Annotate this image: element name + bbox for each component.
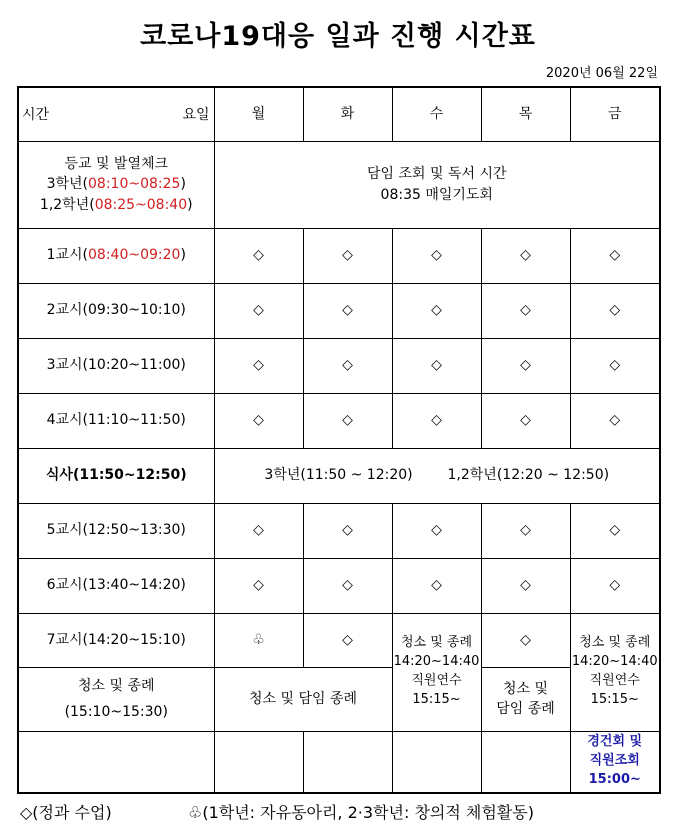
class-cell: ◇ <box>214 393 303 448</box>
class-cell: ◇ <box>392 283 481 338</box>
period-row-6 <box>18 558 660 613</box>
arrival-grade12-time: 08:25~08:40 <box>94 196 188 213</box>
class-cell: ◇ <box>303 283 392 338</box>
class-cell: ◇ <box>481 613 570 667</box>
staff-training-time: 15:15~ <box>412 691 461 707</box>
class-cell: ◇ <box>570 283 660 338</box>
lunch-label: 식사(11:50~12:50) <box>18 448 214 503</box>
class-cell: ◇ <box>570 393 660 448</box>
class-cell: ◇ <box>392 393 481 448</box>
fri-worship-meeting-cell <box>570 731 660 793</box>
club-activity-cell: ♧ <box>214 613 303 667</box>
empty-cell <box>18 731 214 793</box>
cleaning-homeroom-cell: 청소 및 담임 종례 <box>214 667 392 731</box>
class-cell: ◇ <box>303 503 392 558</box>
class-cell: ◇ <box>392 558 481 613</box>
class-cell: ◇ <box>570 503 660 558</box>
day-header-mon: 월 <box>214 87 303 141</box>
legend-regular-class: ◇(정과 수업) <box>20 803 112 822</box>
class-cell: ◇ <box>214 228 303 283</box>
class-cell: ◇ <box>570 338 660 393</box>
class-cell: ◇ <box>392 338 481 393</box>
legend <box>20 800 534 823</box>
thu-cleaning-cell <box>481 667 570 731</box>
date-label: 2020년 06월 22일 <box>545 66 658 81</box>
period-row-2 <box>18 283 660 338</box>
header-row <box>18 87 660 141</box>
day-header-thu: 목 <box>481 87 570 141</box>
staff-training-text: 직원연수 <box>411 673 462 688</box>
cleaning-row <box>18 667 660 731</box>
empty-cell <box>481 731 570 793</box>
arrival-label-cell <box>18 141 214 228</box>
class-cell: ◇ <box>481 393 570 448</box>
cleaning-label-cell <box>18 667 214 731</box>
fri-staff-training-cell <box>570 613 660 731</box>
arrival-label: 등교 및 발열체크 <box>64 156 169 173</box>
staff-training-text: 직원연수 <box>589 673 640 688</box>
class-cell: ◇ <box>481 283 570 338</box>
arrival-row <box>18 141 660 228</box>
period-row-4 <box>18 393 660 448</box>
wed-staff-training-cell <box>392 613 481 731</box>
class-cell: ◇ <box>392 503 481 558</box>
arrival-grade12: 1,2학년(08:25~08:40) <box>39 196 193 213</box>
legend-club-activity: ♧(1학년: 자유동아리, 2·3학년: 창의적 체험활동) <box>188 803 534 822</box>
day-header-label: 요일 <box>182 107 210 123</box>
period-label-2: 2교시(09:30~10:10) <box>18 283 214 338</box>
period-row-1 <box>18 228 660 283</box>
thu-cleaning-line1: 청소 및 <box>502 680 549 697</box>
empty-cell <box>303 731 392 793</box>
worship-text: 경건회 및 <box>587 734 643 750</box>
class-cell: ◇ <box>214 338 303 393</box>
daily-prayer-text: 08:35 매일기도회 <box>380 186 493 203</box>
staff-cleaning-time: 14:20~14:40 <box>393 654 480 670</box>
cleaning-time: (15:10~15:30) <box>64 704 168 720</box>
arrival-grade3-time: 08:10~08:25 <box>88 176 181 193</box>
thu-cleaning-line2: 담임 종례 <box>496 701 555 717</box>
class-cell: ◇ <box>481 228 570 283</box>
cleaning-label: 청소 및 종례 <box>77 677 155 694</box>
class-cell: ◇ <box>481 338 570 393</box>
class-cell: ◇ <box>570 228 660 283</box>
extra-row <box>18 731 660 793</box>
staff-cleaning-time: 14:20~14:40 <box>571 654 658 670</box>
class-cell: ◇ <box>481 558 570 613</box>
class-cell: ◇ <box>303 228 392 283</box>
class-cell: ◇ <box>303 613 392 667</box>
period-row-7 <box>18 613 660 667</box>
day-header-fri: 금 <box>570 87 660 141</box>
homeroom-reading-text: 담임 조회 및 독서 시간 <box>366 166 507 183</box>
staff-cleaning-text: 청소 및 종례 <box>400 635 473 651</box>
lunch-row <box>18 448 660 503</box>
class-cell: ◇ <box>392 228 481 283</box>
class-cell: ◇ <box>214 558 303 613</box>
class-cell: ◇ <box>214 503 303 558</box>
lunch-grade3: 3학년(11:50 ~ 12:20) <box>264 467 413 484</box>
class-cell: ◇ <box>303 393 392 448</box>
empty-cell <box>392 731 481 793</box>
class-cell: ◇ <box>481 503 570 558</box>
timetable <box>17 86 661 794</box>
lunch-times-cell <box>214 448 660 503</box>
class-cell: ◇ <box>570 558 660 613</box>
period-label-5: 5교시(12:50~13:30) <box>18 503 214 558</box>
period-row-3 <box>18 338 660 393</box>
period-1-time: 08:40~09:20 <box>88 247 181 264</box>
page-title: 코로나19대응 일과 진행 시간표 <box>140 21 536 52</box>
staff-meeting-text: 직원조회 <box>589 753 640 769</box>
class-cell: ◇ <box>214 283 303 338</box>
class-cell: ◇ <box>303 558 392 613</box>
period-label-3: 3교시(10:20~11:00) <box>18 338 214 393</box>
empty-cell <box>214 731 303 793</box>
homeroom-reading-cell <box>214 141 660 228</box>
time-header-label: 시간 <box>22 107 50 123</box>
staff-training-time: 15:15~ <box>590 691 639 707</box>
period-label-1: 1교시(08:40~09:20) <box>18 228 214 283</box>
period-label-7: 7교시(14:20~15:10) <box>18 613 214 667</box>
period-row-5 <box>18 503 660 558</box>
class-cell: ◇ <box>303 338 392 393</box>
period-label-4: 4교시(11:10~11:50) <box>18 393 214 448</box>
arrival-grade3: 3학년(08:10~08:25) <box>46 176 186 193</box>
day-header-wed: 수 <box>392 87 481 141</box>
staff-cleaning-text: 청소 및 종례 <box>579 635 651 651</box>
header-corner-cell <box>18 87 214 141</box>
lunch-grade12: 1,2학년(12:20 ~ 12:50) <box>447 467 610 484</box>
period-label-6: 6교시(13:40~14:20) <box>18 558 214 613</box>
day-header-tue: 화 <box>303 87 392 141</box>
worship-time: 15:00~ <box>588 772 641 788</box>
